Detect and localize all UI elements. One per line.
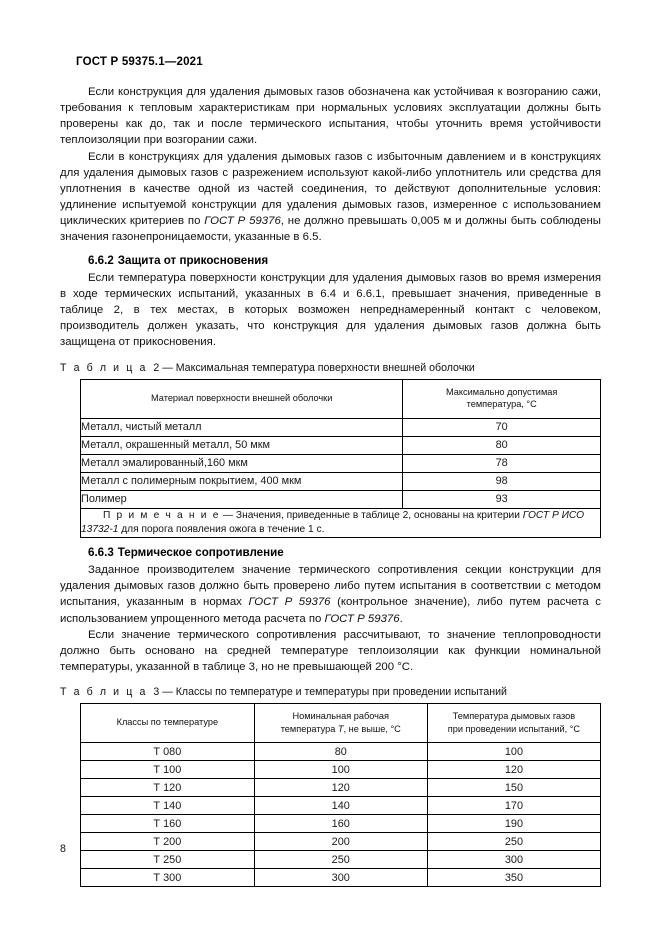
table-2-note-reference: ГОСТ Р ИСО 13732-1 (81, 509, 585, 535)
table-row (81, 833, 601, 851)
table-2-header-row (81, 379, 601, 418)
table-3-cell-class: Т 140 (81, 797, 255, 815)
table-3-header-nominal (254, 704, 427, 743)
table-2 (80, 379, 601, 538)
table-2-cell-temperature: 80 (403, 436, 601, 454)
table-2-body (81, 418, 601, 537)
table-3-cell-flue: 150 (427, 779, 600, 797)
table-row (81, 454, 601, 472)
section-title-6-6-2: Защита от прикосновения (117, 253, 269, 267)
table-row (81, 779, 601, 797)
table-3-cell-nominal: 300 (254, 869, 427, 887)
table-3-cell-class: Т 200 (81, 833, 255, 851)
table-row (81, 797, 601, 815)
table-3-header-flue-line1: Температура дымовых газов (452, 711, 576, 722)
section-number-6-6-2: 6.6.2 (88, 253, 114, 267)
table-3-cell-class: Т 300 (81, 869, 255, 887)
table-3-cell-flue: 170 (427, 797, 600, 815)
table-2-cell-material: Металл, чистый металл (81, 418, 403, 436)
table-2-note (81, 508, 601, 537)
section-title-6-6-3: Термическое сопротивление (117, 545, 284, 559)
table-3-cell-nominal: 120 (254, 779, 427, 797)
table-2-caption-text: — Максимальная температура поверхности внешней оболочки (162, 361, 475, 374)
table-3-caption (60, 685, 601, 699)
table-3-cell-flue: 190 (427, 815, 600, 833)
table-row (81, 436, 601, 454)
paragraph-4-text-a: Заданное производителем значение термического сопротивления секции конструкции для удаления дымовых газов должно быть проверено либо путем испытания в соответствии с методом испытания, указанным в нормах (60, 564, 601, 609)
table-3-cell-class: Т 100 (81, 761, 255, 779)
table-row (81, 815, 601, 833)
table-2-caption-number: 2 (153, 361, 160, 374)
table-3-cell-nominal: 140 (254, 797, 427, 815)
table-3-cell-class: Т 120 (81, 779, 255, 797)
paragraph-3: Если температура поверхности конструкции для удаления дымовых газов во время измерения в ходе термических испытаний, указанных в 6.4 и 6.6.1, превышает значения, приведенные в таблице 2, в тех местах, в которых возможен непреднамеренный контакт с человеком, производитель должен указать, что конструкция для удаления дымовых газов должна быть защищена от прикосновения. (60, 271, 601, 349)
table-3-cell-class: Т 160 (81, 815, 255, 833)
table-3-cell-flue: 350 (427, 869, 600, 887)
table-2-cell-temperature: 78 (403, 454, 601, 472)
table-2-note-text-b: для порога появления ожога в течение 1 с. (118, 523, 325, 535)
table-3-cell-flue: 120 (427, 761, 600, 779)
table-2-caption-label: Т а б л и ц а (60, 361, 148, 374)
table-3-cell-nominal: 250 (254, 851, 427, 869)
table-row (81, 851, 601, 869)
paragraph-4-reference-2: ГОСТ Р 59376 (324, 612, 400, 625)
table-2-cell-temperature: 98 (403, 472, 601, 490)
table-2-cell-material: Металл, окрашенный металл, 50 мкм (81, 436, 403, 454)
table-3-cell-nominal: 160 (254, 815, 427, 833)
table-row (81, 761, 601, 779)
table-3-header-nominal-line2-a: температура (280, 723, 338, 734)
paragraph-2-text-a: Если в конструкциях для удаления дымовых газов с избыточным давлением и в конструкциях для удаления дымовых газов с разрежением используют какой-либо уплотнитель или средства для уплотнения в качестве одной из частей соединения, то действуют дополнительные условия: удлинение испытуемой конструкции для удаления дымовых газов, измеренное с использованием циклических критериев по (60, 150, 601, 228)
paragraph-4-reference-1: ГОСТ Р 59376 (248, 596, 331, 609)
page-content (60, 84, 601, 887)
table-3-header-row (81, 704, 601, 743)
paragraph-4-text-b: (контрольное значение), либо путем расчета с использованием упрощенного метода расчета по (60, 596, 601, 625)
table-3-cell-flue: 100 (427, 743, 600, 761)
table-3-caption-text: — Классы по температуре и температуры при проведении испытаний (162, 686, 507, 699)
table-3-cell-class: Т 250 (81, 851, 255, 869)
table-3-cell-nominal: 80 (254, 743, 427, 761)
paragraph-4 (60, 562, 601, 627)
table-2-cell-material: Полимер (81, 490, 403, 508)
table-3-body (81, 743, 601, 887)
table-3-header-flue (427, 704, 600, 743)
table-3-cell-flue: 300 (427, 851, 600, 869)
table-row (81, 472, 601, 490)
table-2-header-temperature-line1: Максимально допустимая (446, 386, 558, 397)
table-row (81, 869, 601, 887)
page-number: 8 (60, 843, 66, 855)
section-number-6-6-3: 6.6.3 (88, 545, 114, 559)
table-2-header-temperature (403, 379, 601, 418)
table-2-head (81, 379, 601, 418)
table-row (81, 743, 601, 761)
table-3-header-nominal-line2-b: , не выше, °С (343, 723, 401, 734)
section-heading-6-6-3 (60, 545, 601, 561)
table-3-head (81, 704, 601, 743)
paragraph-2-reference: ГОСТ Р 59376 (204, 215, 281, 228)
table-2-header-temperature-line2: температура, °С (466, 399, 537, 409)
paragraph-1: Если конструкция для удаления дымовых газов обозначена как устойчивая к возгоранию сажи, требования к тепловым характеристикам при нормальных условиях эксплуатации должны быть проверены как до, так и после термического испытания, чтобы уточнить время устойчивости теплоизоляции при возгорании сажи. (60, 86, 601, 147)
section-heading-6-6-2 (60, 253, 601, 269)
table-2-note-text-a: — Значения, приведенные в таблице 2, основаны на критерии (220, 509, 523, 521)
table-2-cell-material: Металл с полимерным покрытием, 400 мкм (81, 472, 403, 490)
table-3-caption-number: 3 (153, 686, 160, 699)
table-3-header-class: Классы по температуре (81, 704, 255, 743)
paragraph-2-text-b: , не должно превышать 0,005 м и должны быть соблюдены значения газонепроницаемости, указанные в 6.5. (60, 215, 601, 244)
table-2-cell-temperature: 70 (403, 418, 601, 436)
table-3-cell-class: Т 080 (81, 743, 255, 761)
table-2-caption (60, 361, 601, 375)
table-2-header-material: Материал поверхности внешней оболочки (81, 379, 403, 418)
paragraph-2 (60, 149, 601, 246)
paragraph-4-text-c: . (399, 612, 403, 625)
table-2-note-row (81, 508, 601, 537)
table-2-cell-temperature: 93 (403, 490, 601, 508)
table-row (81, 418, 601, 436)
table-3-cell-nominal: 100 (254, 761, 427, 779)
table-2-cell-material: Металл эмалированный,160 мкм (81, 454, 403, 472)
table-row (81, 490, 601, 508)
table-3-caption-label: Т а б л и ц а (60, 686, 148, 699)
table-3-header-nominal-symbol: T (337, 723, 344, 734)
table-3-cell-flue: 250 (427, 833, 600, 851)
standard-header: ГОСТ Р 59375.1—2021 (76, 56, 203, 68)
paragraph-5: Если значение термического сопротивления рассчитывают, то значение теплопроводности должно быть основано на средней температуре теплоизоляции как функции номинальной температуры, указанной в таблице 3, но не превышающей 200 °С. (60, 628, 601, 673)
table-3-cell-nominal: 200 (254, 833, 427, 851)
table-2-note-label: П р и м е ч а н и е (103, 509, 221, 521)
table-3-header-nominal-line1: Номинальная рабочая (292, 711, 389, 722)
table-3-header-flue-line2: при проведении испытаний, °С (447, 723, 581, 734)
table-3 (80, 703, 601, 887)
